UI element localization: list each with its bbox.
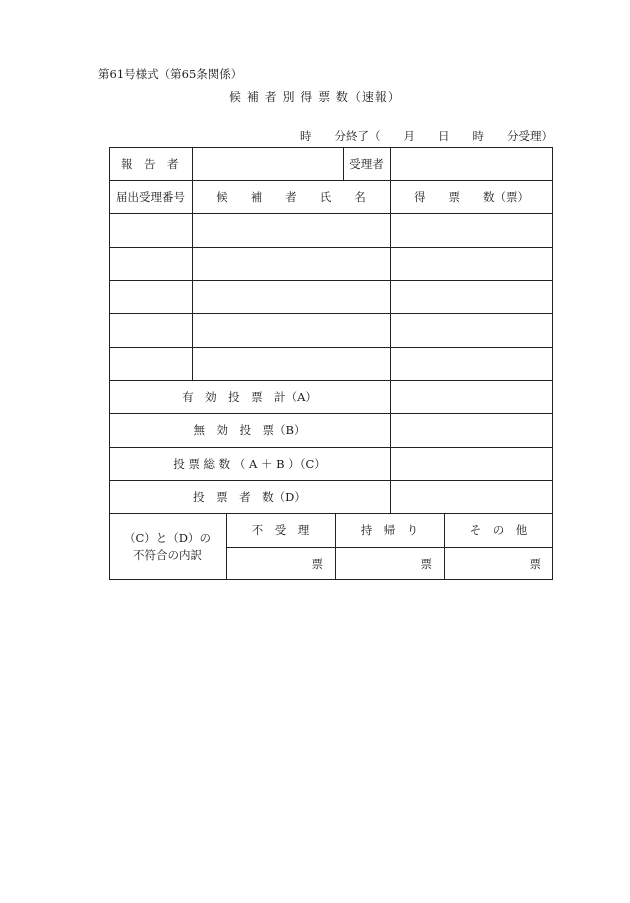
candidate-number-field[interactable] [109,247,192,280]
candidate-number-field[interactable] [109,280,192,313]
total-votes-label: 投 票 総 数 （ A ＋ B ）（C） [173,456,326,471]
voters-field[interactable] [390,480,553,513]
candidate-votes-field[interactable] [390,213,553,247]
form-title: 候 補 者 別 得 票 数（速報） [229,90,401,104]
form-number: 第61号様式（第65条関係） [98,67,243,81]
candidate-name-field[interactable] [192,247,390,280]
valid-votes-field[interactable] [390,380,553,413]
candidate-number-field[interactable] [109,313,192,347]
breakdown-taken-home-field[interactable]: 票 [420,556,432,571]
receiver-field[interactable] [390,147,553,180]
breakdown-rejected-field[interactable]: 票 [311,556,323,571]
candidate-number-field[interactable] [109,347,192,380]
candidate-votes-field[interactable] [390,313,553,347]
voters-label: 投 票 者 数（D） [193,489,306,504]
breakdown-header-rejected: 不 受 理 [251,523,310,537]
header-votes: 得 票 数（票） [414,189,529,204]
valid-votes-label: 有 効 投 票 計（A） [182,389,317,404]
candidate-votes-field[interactable] [390,247,553,280]
candidate-name-field[interactable] [192,213,390,247]
vote-report-table [109,147,553,580]
reporter-label [109,147,192,180]
breakdown-label-line2: 不符合の内訳 [133,547,202,562]
candidate-name-field[interactable] [192,313,390,347]
invalid-votes-label: 無 効 投 票（B） [193,423,306,437]
candidate-votes-field[interactable] [390,347,553,380]
breakdown-header-other: そ の 他 [469,523,528,537]
total-votes-field[interactable] [390,447,553,480]
receiver-label: 受理者 [349,156,384,171]
breakdown-other-field[interactable]: 票 [529,556,541,571]
time-line: 時 分終了（ 月 日 時 分受理） [300,129,553,143]
invalid-votes-field[interactable] [390,413,553,447]
header-number: 届出受理番号 [116,189,185,204]
reporter-label-text: 報 告 者 [121,156,179,171]
candidate-votes-field[interactable] [390,280,553,313]
breakdown-label-line1: （C）と（D）の [123,530,212,545]
candidate-number-field[interactable] [109,213,192,247]
reporter-field[interactable] [192,147,343,180]
candidate-name-field[interactable] [192,347,390,380]
breakdown-header-taken-home: 持 帰 り [360,523,419,537]
candidate-name-field[interactable] [192,280,390,313]
breakdown-label [109,513,226,580]
header-candidate: 候 補 者 氏 名 [216,189,366,204]
